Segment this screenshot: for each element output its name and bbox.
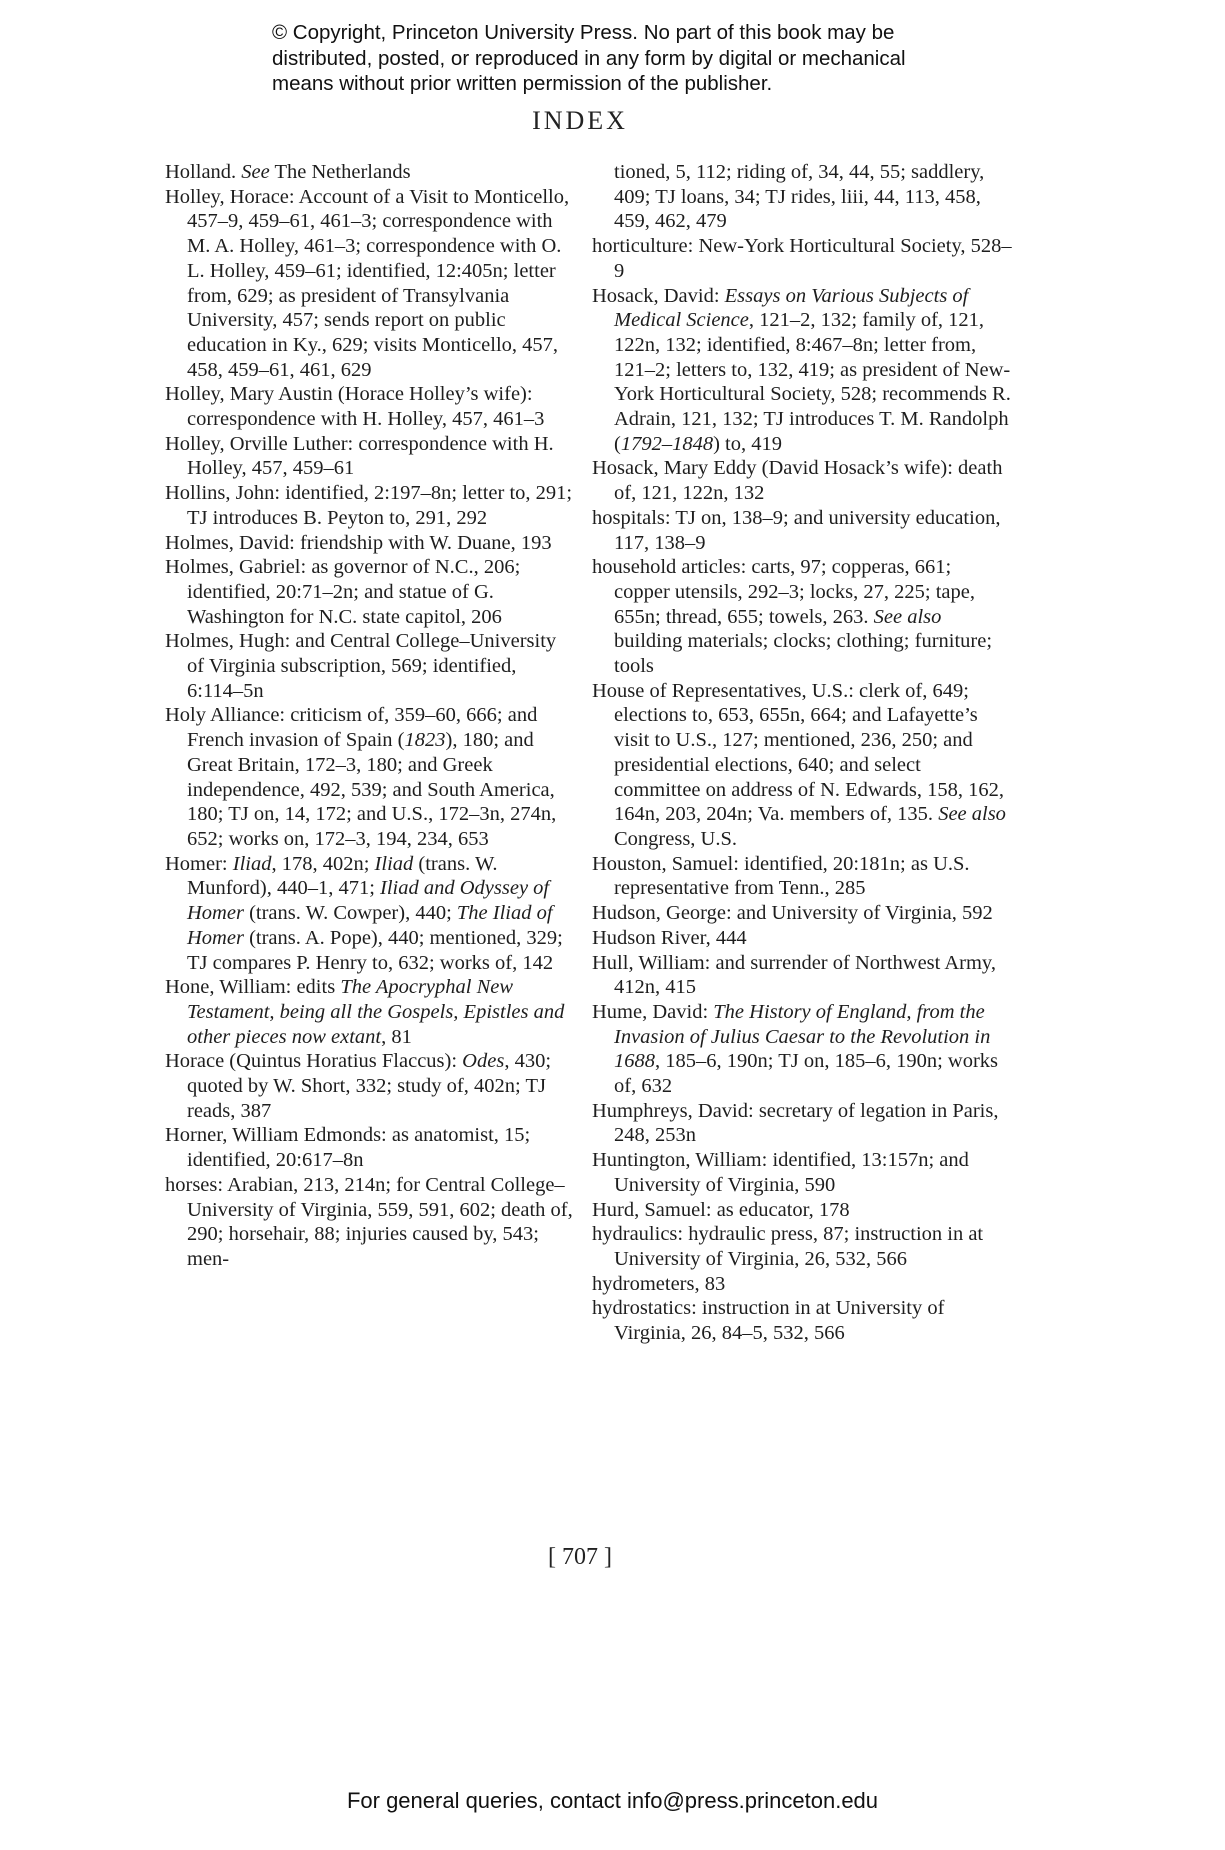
index-entry: [592, 852, 1012, 901]
index-entry: [165, 481, 575, 530]
entry-text: (trans. W. Munford), 440–1, 471;: [187, 852, 498, 900]
entry-text: ) to, 419: [713, 432, 782, 455]
entry-text: Congress, U.S.: [614, 827, 738, 850]
entry-text: hospitals: TJ on, 138–9; and university education, 117, 138–9: [592, 506, 1001, 554]
index-column-right: [592, 160, 1012, 1346]
index-entry: [592, 1198, 1012, 1223]
index-entry: [592, 1000, 1012, 1099]
entry-text: Holmes, Hugh: and Central College–University of Virginia subscription, 569; identified, 6:114–5n: [165, 630, 557, 702]
entry-text: Horner, William Edmonds: as anatomist, 15; identified, 20:617–8n: [165, 1124, 531, 1172]
page-title: INDEX: [532, 106, 628, 135]
index-entry: [592, 1272, 1012, 1297]
index-entry: [592, 1296, 1012, 1345]
index-entry: [165, 629, 575, 703]
entry-text: Holmes, Gabriel: as governor of N.C., 206; identified, 20:71–2n; and statue of G. Washington for N.C. state capitol, 206: [165, 556, 521, 628]
copyright-notice: [272, 20, 992, 97]
entry-text: hydraulics: hydraulic press, 87; instruction in at University of Virginia, 26, 532, 566: [592, 1223, 984, 1270]
entry-italic-text: The History of England, from the Invasion of Julius Caesar to the Revolution in 1688: [614, 1000, 991, 1073]
index-entry: [165, 975, 575, 1049]
index-entry: [165, 432, 575, 481]
copyright-line: means without prior written permission of the publisher.: [272, 72, 773, 95]
entry-text: Hone, William: edits: [165, 976, 341, 999]
entry-text: Holley, Orville Luther: correspondence with H. Holley, 457, 459–61: [165, 432, 554, 480]
entry-italic-text: Essays on Various Subjects of Medical Science: [614, 284, 969, 332]
entry-text: Hume, David:: [592, 1000, 714, 1023]
entry-text: , 178, 402n;: [271, 852, 375, 875]
index-entry: [592, 555, 1012, 679]
index-entry: [165, 852, 575, 976]
entry-italic-text: Iliad and Odyssey of Homer: [187, 877, 550, 925]
entry-italic-text: The Iliad of Homer: [187, 902, 553, 949]
index-entry: [592, 1148, 1012, 1197]
index-entry: [592, 456, 1012, 505]
entry-text: Holley, Horace: Account of a Visit to Monticello, 457–9, 459–61, 461–3; correspondence with M. A. Holley, 461–3; correspondence with O. L. Holley, 459–61; identified, 12:405n; letter from, 629; as president of Transylvania University, 457; sends report on public education in Ky., 629; visits Monticello, 457, 458, 459–61, 461, 629: [165, 185, 570, 381]
entry-text: Houston, Samuel: identified, 20:181n; as U.S. representative from Tenn., 285: [592, 852, 970, 900]
index-entry: [592, 234, 1012, 283]
index-entry: [592, 951, 1012, 1000]
entry-italic-text: The Apocryphal New Testament, being all the Gospels, Epistles and other pieces now extant: [187, 976, 565, 1048]
entry-italic-text: Odes: [462, 1050, 505, 1073]
index-entry: [165, 1123, 575, 1172]
entry-text: , 121–2, 132; family of, 121, 122n, 132; identified, 8:467–8n; letter from, 121–2; letters to, 132, 419; as president of New-York Horticultural Society, 528; recommends R. Adrain, 121, 132; TJ introduces T. M. Randolph (: [614, 309, 1011, 455]
entry-text: Hudson River, 444: [592, 926, 747, 949]
entry-text: , 185–6, 190n; TJ on, 185–6, 190n; works of, 632: [614, 1050, 999, 1098]
footer-contact: For general queries, contact info@press.princeton.edu: [346, 1788, 879, 1813]
entry-text: Hudson, George: and University of Virginia, 592: [592, 902, 993, 925]
index-entry: [165, 1173, 575, 1272]
entry-text: Holmes, David: friendship with W. Duane, 193: [165, 531, 552, 554]
entry-italic-text: See: [241, 161, 270, 183]
entry-text: (trans. W. Cowper), 440;: [243, 902, 457, 925]
copyright-line: © Copyright, Princeton University Press. No part of this book may be: [272, 21, 895, 44]
index-entry: [592, 901, 1012, 926]
entry-text: Hollins, John: identified, 2:197–8n; letter to, 291; TJ introduces B. Peyton to, 291, 292: [165, 482, 573, 529]
copyright-line: distributed, posted, or reproduced in any form by digital or mechanical: [272, 46, 906, 70]
entry-italic-text: See also: [873, 605, 942, 628]
index-entry: [592, 1099, 1012, 1148]
entry-text: Hosack, Mary Eddy (David Hosack’s wife): death of, 121, 122n, 132: [592, 457, 1003, 505]
page-number: [ 707 ]: [548, 1544, 612, 1570]
entry-text: Hurd, Samuel: as educator, 178: [592, 1198, 850, 1221]
index-entry: [592, 1222, 1012, 1271]
index-entry: [165, 703, 575, 851]
index-entry: [592, 679, 1012, 852]
entry-text: Holley, Mary Austin (Horace Holley’s wife): correspondence with H. Holley, 457, 461–3: [165, 383, 545, 431]
index-entry: [165, 382, 575, 431]
index-entry: [165, 160, 575, 185]
index-entry: [165, 1049, 575, 1123]
index-entry: [592, 284, 1012, 457]
entry-italic-text: Iliad: [232, 852, 272, 875]
entry-text: household articles: carts, 97; copperas, 661; copper utensils, 292–3; locks, 27, 225; tape, 655n; thread, 655; towels, 263.: [592, 556, 975, 628]
entry-text: horses: Arabian, 213, 214n; for Central College–University of Virginia, 559, 591, 602; death of, 290; horsehair, 88; injuries caused by, 543; men-: [165, 1173, 573, 1270]
entry-text: tioned, 5, 112; riding of, 34, 44, 55; saddlery, 409; TJ loans, 34; TJ rides, liii, 44, 113, 458, 459, 462, 479: [614, 161, 985, 233]
entry-italic-text: 1823: [404, 729, 446, 752]
entry-text: Holy Alliance: criticism of, 359–60, 666; and French invasion of Spain (: [165, 704, 538, 752]
index-entry: [165, 555, 575, 629]
entry-italic-text: 1792–1848: [620, 432, 714, 455]
entry-text: hydrometers, 83: [592, 1272, 726, 1295]
entry-text: Huntington, William: identified, 13:157n; and University of Virginia, 590: [592, 1149, 969, 1196]
index-entry: [165, 185, 575, 383]
entry-text: ), 180; and Great Britain, 172–3, 180; and Greek independence, 492, 539; and South America, 180; TJ on, 14, 172; and U.S., 172–3n, 274n, 652; works on, 172–3, 194, 234, 653: [187, 729, 557, 850]
entry-italic-text: Iliad: [374, 852, 414, 875]
entry-text: horticulture: New-York Horticultural Society, 528–9: [592, 235, 1012, 282]
entry-text: Horace (Quintus Horatius Flaccus):: [165, 1050, 463, 1073]
index-column-left: [165, 160, 575, 1272]
entry-text: House of Representatives, U.S.: clerk of, 649; elections to, 653, 655n, 664; and Lafayette’s visit to U.S., 127; mentioned, 236, 250; and presidential elections, 640; and select committee on address of N. Edwards, 158, 162, 164n, 203, 204n; Va. members of, 135.: [592, 679, 1004, 826]
entry-text: Humphreys, David: secretary of legation in Paris, 248, 253n: [592, 1099, 999, 1147]
entry-text: Homer:: [165, 852, 233, 875]
index-entry: [592, 506, 1012, 555]
entry-text: building materials; clocks; clothing; furniture; tools: [614, 630, 993, 678]
entry-text: Hull, William: and surrender of Northwest Army, 412n, 415: [592, 951, 996, 999]
entry-text: The Netherlands: [269, 161, 411, 183]
entry-text: hydrostatics: instruction in at University of Virginia, 26, 84–5, 532, 566: [592, 1297, 945, 1345]
entry-text: , 81: [381, 1025, 412, 1048]
index-entry: [592, 160, 1012, 234]
entry-text: , 430; quoted by W. Short, 332; study of, 402n; TJ reads, 387: [187, 1050, 552, 1122]
entry-italic-text: See also: [938, 803, 1006, 826]
entry-text: (trans. A. Pope), 440; mentioned, 329; TJ compares P. Henry to, 632; works of, 142: [187, 926, 563, 974]
index-entry: [592, 926, 1012, 951]
entry-text: Holland.: [165, 161, 242, 183]
entry-text: Hosack, David:: [592, 284, 725, 307]
index-entry: [165, 531, 575, 556]
